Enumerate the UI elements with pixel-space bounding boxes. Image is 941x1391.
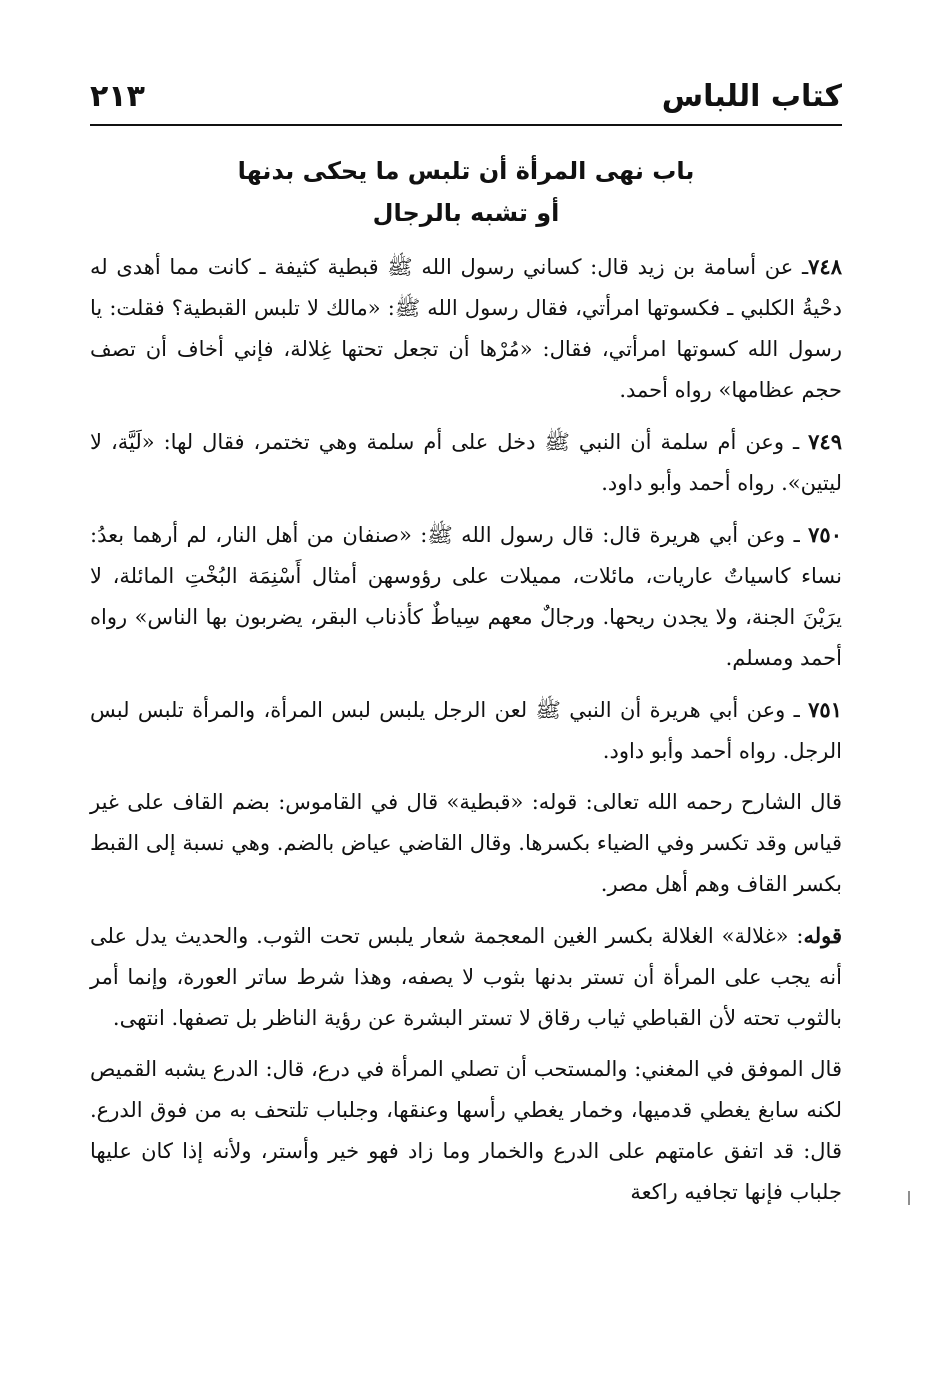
commentary-paragraph-3 bbox=[90, 1049, 842, 1213]
hadith-748 bbox=[90, 246, 842, 411]
hadith-text: ـ وعن أم سلمة أن النبي ﷺ دخل على أم سلمة وهي تختمر، فقال لها: «لَيَّة، لا ليتين». رواه أحمد وأبو داود. bbox=[90, 430, 842, 495]
hadith-number: ٧٤٨ bbox=[808, 254, 842, 279]
hadith-number: ٧٤٩ bbox=[808, 429, 842, 454]
chapter-title-line-2: أو تشبه بالرجال bbox=[372, 199, 560, 227]
book-title: كتاب اللباس bbox=[661, 79, 842, 114]
commentary-text: قال الشارح رحمه الله تعالى: قوله: «قبطية» قال في القاموس: بضم القاف على غير قياس وقد تكسر وفي الضياء بكسرها. وقال القاضي عياض بالضم. وهي نسبة إلى القبط بكسر القاف وهم أهل مصر. bbox=[90, 790, 842, 896]
commentary-text: : «غلالة» الغلالة بكسر الغين المعجمة شعار يلبس تحت الثوب. والحديث يدل على أنه يجب على المرأة أن تستر بدنها بثوب لا يصفه، وهذا شرط ساتر العورة، وإنما أمر بالثوب تحته لأن القباطي ثياب رقاق لا تستر البشرة عن رؤية الناظر بل تصفها. انتهى. bbox=[90, 924, 842, 1030]
commentary-paragraph-2 bbox=[90, 915, 842, 1039]
page-header bbox=[90, 70, 842, 126]
commentary-text: قال الموفق في المغني: والمستحب أن تصلي المرأة في درع، قال: الدرع يشبه القميص لكنه سابغ يغطي قدميها، وخمار يغطي رأسها وعنقها، وجلباب تلتحف به من فوق الدرع. قال: قد اتفق عامتهم على الدرع والخمار وما زاد فهو خير وأستر، ولأنه إذا كان عليها جلباب فإنها تجافيه راكعة bbox=[90, 1057, 842, 1204]
commentary-paragraph-1 bbox=[90, 782, 842, 905]
hadith-text: ـ وعن أبي هريرة أن النبي ﷺ لعن الرجل يلبس لبس المرأة، والمرأة تلبس لبس الرجل. رواه أحمد وأبو داود. bbox=[90, 698, 842, 763]
hadith-number: ٧٥١ bbox=[808, 697, 842, 722]
hadith-749 bbox=[90, 421, 842, 504]
chapter-title bbox=[90, 150, 842, 234]
chapter-title-line-1: باب نهى المرأة أن تلبس ما يحكى بدنها bbox=[237, 157, 695, 185]
hadith-text: ـ عن أسامة بن زيد قال: كساني رسول الله ﷺ قبطية كثيفة ـ كانت مما أهدى له دحْيةُ الكلبي ـ فكسوتها امرأتي، فقال رسول الله ﷺ: «مالك لا تلبس القبطية؟ فقلت: يا رسول الله كسوتها امرأتي، فقال: «مُرْها أن تجعل تحتها غِلالة، فإني أخاف أن تصف حجم عظامها» رواه أحمد. bbox=[90, 255, 842, 402]
book-page bbox=[90, 70, 842, 1370]
hadith-750 bbox=[90, 514, 842, 679]
hadith-number: ٧٥٠ bbox=[808, 522, 842, 547]
page-number: ٢١٣ bbox=[90, 79, 145, 114]
hadith-text: ـ وعن أبي هريرة قال: قال رسول الله ﷺ: «صنفان من أهل النار، لم أرهما بعدُ: نساء كاسياتٌ عاريات، مائلات، مميلات على رؤوسهن أمثال أَسْنِمَة البُخْتِ المائلة، لا يرَيْنَ الجنة، ولا يجدن ريحها. ورجالٌ معهم سِياطٌ كأذناب البقر، يضربون بها الناس» رواه أحمد ومسلم. bbox=[90, 523, 842, 670]
commentary-lead: قوله bbox=[803, 923, 842, 948]
scan-edge-mark bbox=[908, 1191, 910, 1205]
hadith-751 bbox=[90, 689, 842, 772]
